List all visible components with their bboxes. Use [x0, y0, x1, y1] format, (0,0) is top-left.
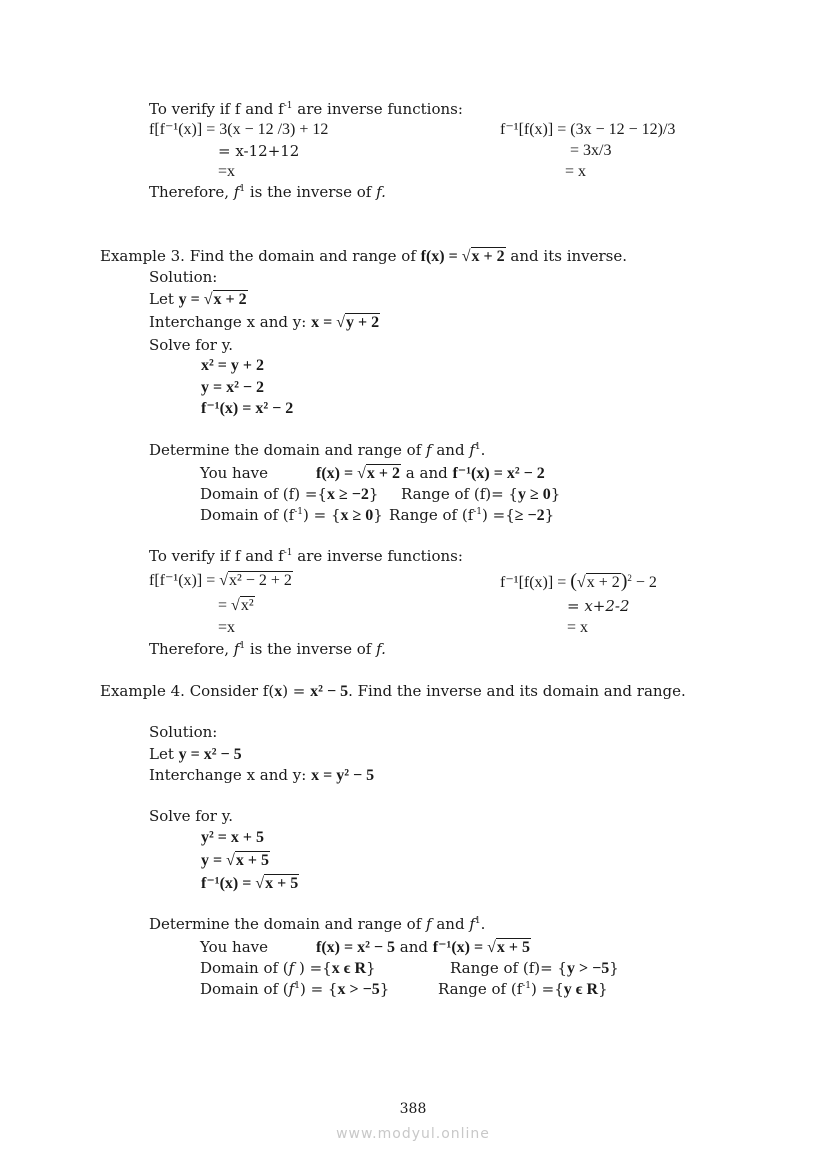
ex3-step-1: x² = y + 2: [201, 357, 265, 374]
ex3-you-have-expr: f(x) = √x + 2 a and f⁻¹(x) = x² − 2: [316, 464, 545, 482]
ex2-verify-right-2: = 3x/3: [570, 142, 612, 159]
ex3-step-3: f⁻¹(x) = x² − 2: [201, 400, 294, 417]
ex3-solution-label: Solution:: [149, 268, 218, 286]
ex4-domain-finv: Domain of $(f^1) = \{x > -5\}$: [200, 980, 390, 998]
ex4-range-finv: Range of $(f^{-1}) =\{y$ ϵ R}: [438, 980, 608, 998]
ex3-solve-label: Solve for y.: [149, 336, 233, 354]
ex4-step-1: y² = x + 5: [201, 829, 265, 846]
ex3-range-f: Range of (f)= {y ≥ 0}: [401, 485, 561, 503]
ex3-conclusion: Therefore, $f^1$ is the inverse of f.: [149, 640, 386, 658]
page-number: 388: [399, 1101, 427, 1117]
ex3-range-finv: Range of $(f^{-1})$ ={≥ −2}: [389, 506, 555, 524]
ex3-determine-line: Determine the domain and range of f and $f^1$.: [149, 441, 486, 459]
ex2-verify-heading: To verify if f and $f^{-1}$ are inverse functions:: [149, 100, 463, 118]
ex3-verify-right-3: = x: [567, 619, 589, 636]
ex4-step-2: y = √x + 5: [201, 852, 270, 869]
ex3-verify-left-1: f[f⁻¹(x)] = √x² − 2 + 2: [149, 572, 292, 589]
ex3-verify-left-2: = √x²: [218, 597, 254, 614]
ex4-solution-label: Solution:: [149, 723, 218, 741]
ex3-domain-finv: Domain of $(f^{-1}) = \{x \ge 0\}$: [200, 506, 383, 524]
ex2-verify-right-3: = x: [565, 163, 587, 180]
ex3-domain-f: Domain of (f) ={x ≥ −2}: [200, 485, 379, 503]
ex2-conclusion: Therefore, $f^1$ is the inverse of f.: [149, 183, 386, 201]
ex2-verify-right-1: f⁻¹[f(x)] = (3x − 12 − 12)/3: [500, 121, 676, 138]
ex4-you-have-label: You have: [200, 938, 269, 956]
ex3-verify-left-3: =x: [218, 619, 236, 636]
ex3-you-have-label: You have: [200, 464, 269, 482]
ex2-verify-left-2: = x-12+12: [218, 142, 300, 160]
ex3-let-line: Let y = √x + 2: [149, 290, 247, 308]
watermark: www.modyul.online: [336, 1126, 490, 1142]
ex4-you-have-expr: f(x) = x² − 5 and f⁻¹(x) = √x + 5: [316, 938, 531, 956]
ex3-verify-right-1: $f^{-1}[f(x)] = (√x + 2)^2 - 2$: [500, 570, 657, 592]
ex4-title: Example 4. Consider f(x) = x² − 5. Find the inverse and its domain and range.: [100, 682, 686, 700]
ex2-verify-left-1: f[f⁻¹(x)] = 3(x − 12 /3) + 12: [149, 121, 329, 138]
ex3-title: Example 3. Find the domain and range of f(x) = √x + 2 and its inverse.: [100, 247, 628, 265]
ex3-interchange-line: Interchange x and y: x = √y + 2: [149, 313, 380, 331]
ex2-verify-left-3: =x: [218, 163, 236, 180]
ex4-determine-line: Determine the domain and range of f and $f^1$.: [149, 915, 486, 933]
ex4-solve-label: Solve for y.: [149, 807, 233, 825]
ex4-interchange-line: Interchange x and y: x = y² − 5: [149, 766, 375, 784]
ex3-verify-heading: To verify if f and $f^{-1}$ are inverse functions:: [149, 547, 463, 565]
ex4-let-line: Let y = x² − 5: [149, 745, 242, 763]
ex3-verify-right-2: = x+2-2: [567, 597, 630, 615]
ex4-domain-f: Domain of (f ) ={x ϵ R}: [200, 959, 376, 977]
ex4-step-3: f⁻¹(x) = √x + 5: [201, 875, 299, 892]
ex3-step-2: y = x² − 2: [201, 379, 265, 396]
ex4-range-f: Range of (f)= {y > −5}: [450, 959, 619, 977]
